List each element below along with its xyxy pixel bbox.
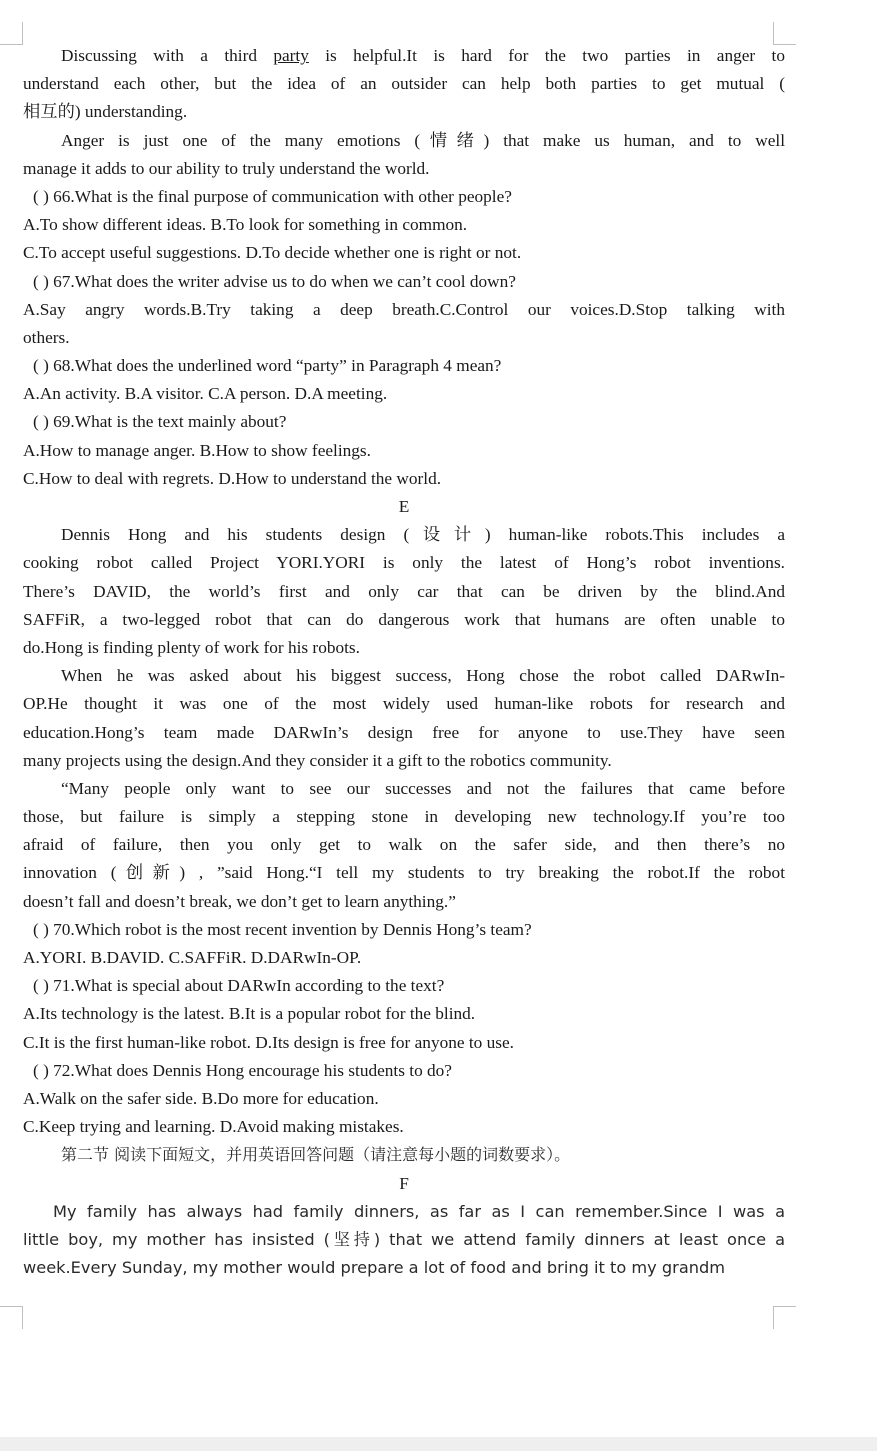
passage-e-paragraph-line: many projects using the design.And they consider it a gift to the robotics community. [23, 750, 612, 770]
page-corner-mark-bottom-right [773, 1306, 796, 1329]
question-72: ( ) 72.What does Dennis Hong encourage his students to do? [33, 1060, 452, 1080]
passage-e-paragraph-line: cooking robot called Project YORI.YORI is only the latest of Hong’s robot inventions. [23, 553, 785, 573]
passage-d-paragraph-line: manage it adds to our ability to truly understand the world. [23, 158, 430, 178]
question-67: ( ) 67.What does the writer advise us to do when we can’t cool down? [33, 271, 516, 291]
question-68: ( ) 68.What does the underlined word “party” in Paragraph 4 mean? [33, 356, 502, 376]
question-71-options: A.Its technology is the latest. B.It is a popular robot for the blind. [23, 1004, 476, 1024]
passage-d-paragraph-line: Anger is just one of the many emotions (情绪) that make us human, and to well [61, 130, 785, 150]
document-body [23, 42, 785, 1282]
question-66-options: C.To accept useful suggestions. D.To decide whether one is right or not. [23, 243, 522, 263]
passage-e-paragraph-line: Dennis Hong and his students design (设计) human-like robots.This includes a [61, 525, 785, 545]
question-66-options: A.To show different ideas. B.To look for something in common. [23, 215, 468, 235]
passage-e-paragraph-line: those, but failure is simply a stepping stone in developing new technology.If you’re too [23, 807, 785, 827]
question-70: ( ) 70.Which robot is the most recent invention by Dennis Hong’s team? [33, 919, 532, 939]
question-72-options: A.Walk on the safer side. B.Do more for education. [23, 1088, 379, 1108]
question-69-options: A.How to manage anger. B.How to show feelings. [23, 440, 371, 460]
question-68-options: A.An activity. B.A visitor. C.A person. D.A meeting. [23, 384, 388, 404]
passage-e-paragraph-line: afraid of failure, then you only get to walk on the safer side, and then there’s no [23, 835, 785, 855]
passage-e-paragraph-line: SAFFiR, a two-legged robot that can do dangerous work that humans are often unable to [23, 609, 785, 629]
question-70-options: A.YORI. B.DAVID. C.SAFFiR. D.DARwIn-OP. [23, 948, 362, 967]
passage-f-paragraph-line: little boy, my mother has insisted (坚持) that we attend family dinners at least once a [23, 1229, 785, 1249]
passage-e-paragraph-line: When he was asked about his biggest success, Hong chose the robot called DARwIn- [61, 666, 785, 686]
text-run: Discussing with a third [61, 46, 274, 65]
question-72-options: C.Keep trying and learning. D.Avoid making mistakes. [23, 1117, 404, 1137]
passage-e-paragraph-line: There’s DAVID, the world’s first and only car that can be driven by the blind.And [23, 581, 785, 601]
passage-e-paragraph-line: OP.He thought it was one of the most widely used human-like robots for research and [23, 694, 785, 714]
page-corner-mark-top-left [0, 22, 23, 45]
section-heading-e: E [398, 497, 410, 516]
passage-e-paragraph-line: do.Hong is finding plenty of work for his robots. [23, 637, 360, 657]
passage-d-paragraph-line: understand each other, but the idea of an outsider can help both parties to get mutual ( [23, 74, 785, 94]
question-69: ( ) 69.What is the text mainly about? [33, 412, 287, 432]
passage-d-paragraph-line: 相互的) understanding. [23, 102, 188, 122]
section-two-instruction: 第二节 阅读下面短文，并用英语回答问题（请注意每小题的词数要求）。 [61, 1145, 571, 1165]
question-67-options: A.Say angry words.B.Try taking a deep breath.C.Control our voices.D.Stop talking with [23, 299, 785, 319]
passage-e-paragraph-line: innovation (创新) , ”said Hong.“I tell my students to try breaking the robot.If the robot [23, 863, 785, 883]
underlined-word-party: party [273, 46, 309, 65]
question-66: ( ) 66.What is the final purpose of communication with other people? [33, 186, 512, 206]
passage-f-paragraph-line: week.Every Sunday, my mother would prepare a lot of food and bring it to my grandm [23, 1258, 726, 1278]
text-run: is helpful.It is hard for the two parties in anger to [308, 46, 785, 65]
section-heading-f: F [399, 1173, 409, 1193]
passage-e-paragraph-line: doesn’t fall and doesn’t break, we don’t get to learn anything.” [23, 891, 456, 911]
passage-f-paragraph-line: My family has always had family dinners, as far as I can remember.Since I was a [53, 1201, 785, 1221]
page-corner-mark-bottom-left [0, 1306, 23, 1329]
passage-e-paragraph-line: education.Hong’s team made DARwIn’s design free for anyone to use.They have seen [23, 722, 785, 742]
question-69-options: C.How to deal with regrets. D.How to understand the world. [23, 468, 442, 488]
question-67-options: others. [23, 327, 70, 347]
viewer-bottom-bar [0, 1437, 877, 1451]
question-71: ( ) 71.What is special about DARwIn according to the text? [33, 976, 445, 996]
question-71-options: C.It is the first human-like robot. D.Its design is free for anyone to use. [23, 1032, 514, 1052]
passage-d-paragraph-line [23, 42, 785, 70]
passage-e-paragraph-line: “Many people only want to see our successes and not the failures that came before [61, 778, 785, 798]
